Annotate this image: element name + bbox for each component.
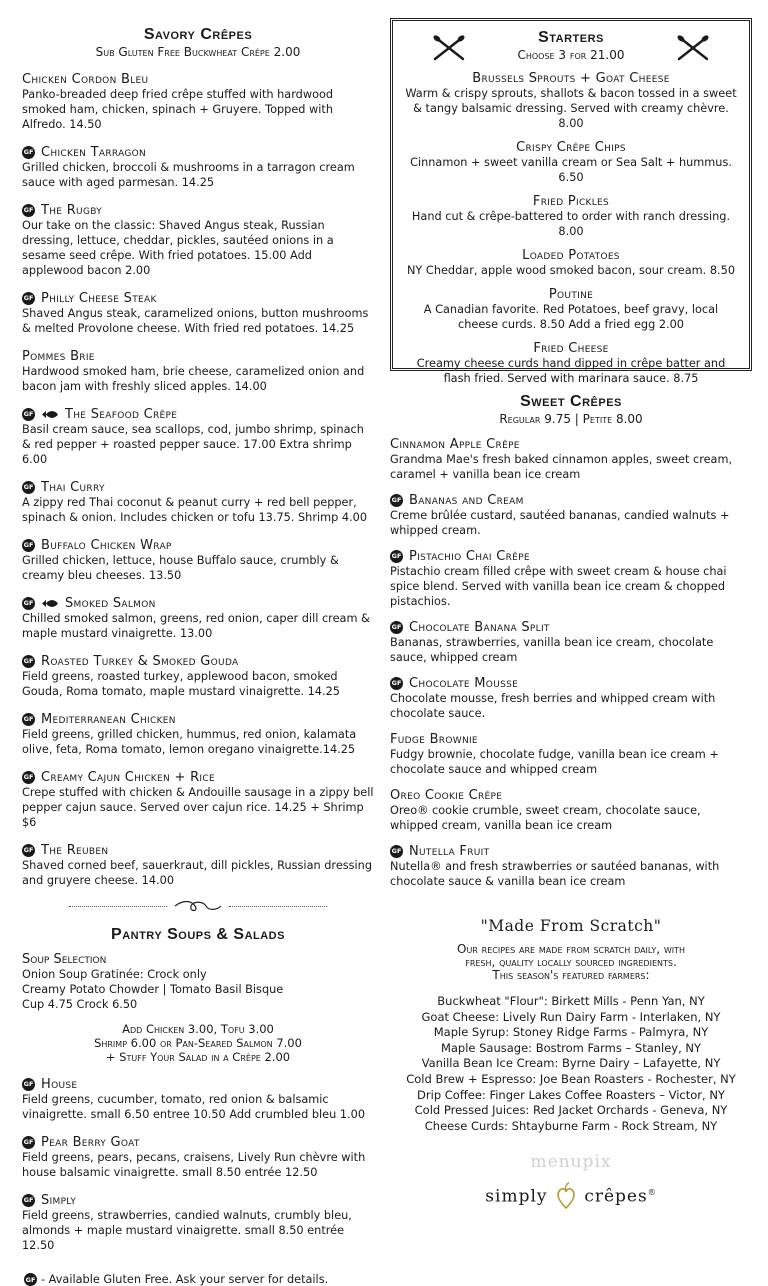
item-title: Fried Pickles xyxy=(532,194,610,209)
item-name xyxy=(390,620,752,635)
item-title: The Seafood Crêpe xyxy=(65,407,178,422)
item-title: Nutella Fruit xyxy=(409,844,490,859)
soup-line: Onion Soup Gratinée: Crock only xyxy=(22,968,207,981)
gluten-free-icon: GF xyxy=(22,292,35,305)
farmer-line: Cold Pressed Juices: Red Jacket Orchards - Geneva, NY xyxy=(414,1103,728,1118)
menu-item xyxy=(390,437,752,482)
item-title: Bananas and Cream xyxy=(409,493,524,508)
made-from-scratch xyxy=(390,917,752,1134)
farmer-line: Vanilla Bean Ice Cream: Byrne Dairy – Lafayette, NY xyxy=(421,1056,721,1071)
gluten-free-footnote xyxy=(24,1273,374,1286)
item-description: Bananas, strawberries, vanilla bean ice cream, chocolate sauce, whipped cream xyxy=(390,636,714,664)
item-name xyxy=(390,549,752,564)
gluten-free-icon: GF xyxy=(390,845,403,858)
item-name xyxy=(22,407,374,422)
menu-item xyxy=(22,480,374,525)
gluten-free-icon: GF xyxy=(22,655,35,668)
item-title: House xyxy=(41,1077,78,1092)
item-title: Brussels Sprouts + Goat Cheese xyxy=(472,71,670,86)
item-title: Pistachio Chai Crêpe xyxy=(409,549,530,564)
logo-word-simply: simply xyxy=(485,1186,548,1207)
menu-item xyxy=(390,493,752,538)
menu-item xyxy=(390,844,752,889)
addon-line: Add Chicken 3.00, Tofu 3.00 xyxy=(122,1022,274,1036)
item-title: The Rugby xyxy=(41,203,103,218)
soup-line: Creamy Potato Chowder | Tomato Basil Bisque xyxy=(22,983,284,996)
farmer-line: Cold Brew + Espresso: Joe Bean Roasters - Rochester, NY xyxy=(406,1071,736,1086)
gluten-free-icon: GF xyxy=(22,713,35,726)
item-title: Cinnamon Apple Crêpe xyxy=(390,437,520,452)
farmer-line: Maple Syrup: Stoney Ridge Farms - Palmyra, NY xyxy=(433,1025,709,1040)
soup-line: Cup 4.75 Crock 6.50 xyxy=(22,998,138,1011)
intro-line: This season's featured farmers: xyxy=(492,968,650,982)
savory-subtitle: Sub Gluten Free Buckwheat Crêpe 2.00 xyxy=(95,45,301,59)
starters-title: Starters xyxy=(538,29,604,46)
soup-heading: Soup Selection xyxy=(22,952,107,967)
item-description: Grandma Mae's fresh baked cinnamon apples, sweet cream, caramel + vanilla bean ice cream xyxy=(390,453,733,481)
salad-list xyxy=(22,1077,374,1253)
fork-knife-icon xyxy=(429,33,469,63)
item-description: Field greens, roasted turkey, applewood bacon, smoked Gouda, Roma tomato, maple mustard vinaigrette. 14.25 xyxy=(22,670,340,698)
gluten-free-icon: GF xyxy=(22,146,35,159)
item-name xyxy=(22,1077,374,1092)
item-name xyxy=(22,480,374,495)
menu-item xyxy=(390,620,752,665)
menu-item xyxy=(22,1135,374,1180)
item-name xyxy=(22,349,374,364)
item-description: Hand cut & crêpe-battered to order with ranch dressing. 8.00 xyxy=(411,210,731,238)
menu-item xyxy=(22,770,374,830)
item-description: Basil cream sauce, sea scallops, cod, jumbo shrimp, spinach & red pepper + roasted pepper sauce. 17.00 Extra shrimp 6.00 xyxy=(22,423,364,466)
item-name xyxy=(22,596,374,611)
pantry-title: Pantry Soups & Salads xyxy=(111,926,285,943)
fish-icon xyxy=(41,410,59,419)
item-name xyxy=(22,538,374,553)
menu-item xyxy=(22,712,374,757)
item-title: Pommes Brie xyxy=(22,349,95,364)
gluten-free-icon: GF xyxy=(24,1273,37,1286)
item-name xyxy=(22,291,374,306)
savory-list xyxy=(22,72,374,888)
item-title: Buffalo Chicken Wrap xyxy=(41,538,172,553)
item-title: Poutine xyxy=(548,287,594,302)
gluten-free-icon: GF xyxy=(390,677,403,690)
item-title: Crispy Crêpe Chips xyxy=(516,140,626,155)
item-name xyxy=(390,676,752,691)
sweet-list xyxy=(390,437,752,889)
menu-item xyxy=(22,1077,374,1122)
starters-list xyxy=(403,71,739,386)
menu-item xyxy=(22,349,374,394)
item-description: Panko-breaded deep fried crêpe stuffed with hardwood smoked ham, chicken, spinach + Gruyere. Topped with Alfredo. 14.50 xyxy=(22,88,334,131)
right-column xyxy=(390,18,752,1222)
divider-flourish xyxy=(22,898,374,914)
gluten-free-icon: GF xyxy=(390,494,403,507)
savory-title: Savory Crêpes xyxy=(143,26,253,43)
item-title: Fudge Brownie xyxy=(390,732,478,747)
item-name xyxy=(403,71,739,86)
item-description: Crepe stuffed with chicken & Andouille sausage in a zippy bell pepper cajun sauce. Served over cajun rice. 14.25 + Shrimp $6 xyxy=(22,786,374,829)
menu-item xyxy=(403,71,739,131)
item-name xyxy=(403,341,739,356)
item-description: Field greens, grilled chicken, hummus, red onion, kalamata olive, feta, Roma tomato, lemon oregano vinaigrette.14.25 xyxy=(22,728,357,756)
addon-line: + Stuff Your Salad in a Crêpe 2.00 xyxy=(105,1050,291,1064)
fish-icon xyxy=(41,599,59,608)
item-name xyxy=(22,203,374,218)
item-title: Chicken Cordon Bleu xyxy=(22,72,149,87)
menu-item xyxy=(22,407,374,467)
gluten-free-icon: GF xyxy=(390,621,403,634)
item-description: Chocolate mousse, fresh berries and whipped cream with chocolate sauce. xyxy=(390,692,716,720)
item-description: Chilled smoked salmon, greens, red onion, caper dill cream & maple mustard vinaigrette. 13.00 xyxy=(22,612,370,640)
item-description: Field greens, cucumber, tomato, red onion & balsamic vinaigrette. small 6.50 entree 10.50 Add crumbled bleu 1.00 xyxy=(22,1093,366,1121)
item-name xyxy=(22,145,374,160)
watermark: menupix xyxy=(530,1152,612,1173)
item-description: Oreo® cookie crumble, sweet cream, chocolate sauce, whipped cream, vanilla bean ice cream xyxy=(390,804,701,832)
item-description: Nutella® and fresh strawberries or sautéed bananas, with chocolate sauce & vanilla bean ice cream xyxy=(390,860,720,888)
gluten-free-icon: GF xyxy=(22,1078,35,1091)
gluten-free-icon: GF xyxy=(22,204,35,217)
flourish-icon xyxy=(173,898,223,914)
gluten-free-icon: GF xyxy=(22,1136,35,1149)
simply-crepes-logo xyxy=(390,1152,752,1222)
item-name xyxy=(22,654,374,669)
farmers-list xyxy=(390,994,752,1134)
heart-leaf-icon xyxy=(554,1182,578,1212)
farmer-line: Drip Coffee: Finger Lakes Coffee Roasters – Victor, NY xyxy=(417,1087,725,1102)
gluten-free-icon: GF xyxy=(22,539,35,552)
gluten-free-icon: GF xyxy=(22,1194,35,1207)
item-name xyxy=(22,1193,374,1208)
item-name xyxy=(22,770,374,785)
item-title: Oreo Cookie Crêpe xyxy=(390,788,503,803)
menu-item xyxy=(403,248,739,278)
item-description: Field greens, strawberries, candied walnuts, crumbly bleu, almonds + maple mustard vinaigrette. small 8.50 entrée 12.50 xyxy=(22,1209,352,1252)
item-name xyxy=(22,712,374,727)
gluten-free-icon: GF xyxy=(22,844,35,857)
registered-mark: ® xyxy=(647,1188,657,1198)
item-name xyxy=(390,493,752,508)
item-name xyxy=(403,194,739,209)
salad-addons xyxy=(22,1022,374,1064)
item-description: A Canadian favorite. Red Potatoes, beef gravy, local cheese curds. 8.50 Add a fried egg 2.00 xyxy=(423,303,719,331)
item-title: Philly Cheese Steak xyxy=(41,291,157,306)
item-description: Shaved Angus steak, caramelized onions, button mushrooms & melted Provolone cheese. With fried red potatoes. 14.25 xyxy=(22,307,369,335)
item-title: Roasted Turkey & Smoked Gouda xyxy=(41,654,239,669)
item-description: Pistachio cream filled crêpe with sweet cream & house chai spice blend. Served with vanilla bean ice cream & chopped pistachios. xyxy=(390,565,727,608)
menu-item xyxy=(22,145,374,190)
item-title: Mediterranean Chicken xyxy=(41,712,176,727)
item-name xyxy=(22,1135,374,1150)
farmer-line: Maple Sausage: Bostrom Farms – Stanley, NY xyxy=(440,1040,702,1055)
item-description: Fudgy brownie, chocolate fudge, vanilla bean ice cream + chocolate sauce and whipped cream xyxy=(390,748,719,776)
left-column xyxy=(22,26,374,1286)
item-name xyxy=(403,287,739,302)
item-description: NY Cheddar, apple wood smoked bacon, sour cream. 8.50 xyxy=(406,264,736,277)
item-name xyxy=(403,248,739,263)
menu-item xyxy=(403,341,739,386)
item-description: A zippy red Thai coconut & peanut curry + red bell pepper, spinach & onion. Includes chicken or tofu 13.75. Shrimp 4.00 xyxy=(22,496,368,524)
sweet-subtitle: Regular 9.75 | Petite 8.00 xyxy=(499,412,643,426)
menu-item xyxy=(403,140,739,185)
item-description: Grilled chicken, lettuce, house Buffalo sauce, crumbly & creamy bleu cheeses. 13.50 xyxy=(22,554,339,582)
item-title: Thai Curry xyxy=(41,480,105,495)
item-title: Chocolate Banana Split xyxy=(409,620,550,635)
logo-text xyxy=(390,1182,752,1212)
menu-item xyxy=(22,843,374,888)
menu-item xyxy=(22,538,374,583)
farmer-line: Cheese Curds: Shtayburne Farm - Rock Stream, NY xyxy=(424,1118,718,1133)
menu-item xyxy=(22,1193,374,1253)
menu-item xyxy=(22,72,374,132)
gluten-free-icon: GF xyxy=(22,481,35,494)
menu-item xyxy=(22,291,374,336)
item-title: Simply xyxy=(41,1193,77,1208)
item-title: Fried Cheese xyxy=(533,341,609,356)
sweet-title: Sweet Crêpes xyxy=(520,393,622,410)
menu-item xyxy=(390,732,752,777)
item-description: Creme brûlée custard, sautéed bananas, candied walnuts + whipped cream. xyxy=(390,509,730,537)
menu-item xyxy=(390,676,752,721)
item-description: Creamy cheese curds hand dipped in crêpe batter and flash fried. Served with marinara sauce. 8.75 xyxy=(416,357,726,385)
item-name xyxy=(22,843,374,858)
gluten-free-icon: GF xyxy=(22,597,35,610)
item-name xyxy=(390,844,752,859)
item-description: Field greens, pears, pecans, craisens, Lively Run chèvre with house balsamic vinaigrette. small 8.50 entrée 12.50 xyxy=(22,1151,366,1179)
starters-box xyxy=(390,18,752,385)
item-name xyxy=(403,140,739,155)
item-name xyxy=(390,437,752,452)
sweet-section xyxy=(390,393,752,889)
scratch-title: "Made From Scratch" xyxy=(480,917,662,935)
item-title: Loaded Potatoes xyxy=(522,248,620,263)
menu-item xyxy=(390,788,752,833)
item-name xyxy=(390,788,752,803)
farmer-line: Goat Cheese: Lively Run Dairy Farm - Interlaken, NY xyxy=(421,1009,721,1024)
menu-item xyxy=(403,287,739,332)
item-description: Cinnamon + sweet vanilla cream or Sea Salt + hummus. 6.50 xyxy=(410,156,732,184)
item-title: Chocolate Mousse xyxy=(409,676,519,691)
menu-item xyxy=(403,194,739,239)
item-description: Our take on the classic: Shaved Angus steak, Russian dressing, lettuce, cheddar, pickles, sautéed onions in a sesame seed crêpe. With fried potatoes. 15.00 Add applewood bacon 2.00 xyxy=(22,219,334,277)
item-title: The Reuben xyxy=(41,843,109,858)
item-description: Warm & crispy sprouts, shallots & bacon tossed in a sweet & tangy balsamic dressing. Served with creamy chèvre. 8.00 xyxy=(405,87,737,130)
item-name xyxy=(22,72,374,87)
item-title: Smoked Salmon xyxy=(65,596,156,611)
intro-line: fresh, quality locally sourced ingredients. xyxy=(465,955,677,969)
item-title: Creamy Cajun Chicken + Rice xyxy=(41,770,215,785)
menu-item xyxy=(390,549,752,609)
menu-item xyxy=(22,654,374,699)
item-title: Chicken Tarragon xyxy=(41,145,147,160)
gluten-free-icon: GF xyxy=(390,550,403,563)
gluten-free-icon: GF xyxy=(22,408,35,421)
menu-item xyxy=(22,596,374,641)
item-description: Shaved corned beef, sauerkraut, dill pickles, Russian dressing and gruyere cheese. 14.00 xyxy=(22,859,373,887)
gluten-free-icon: GF xyxy=(22,771,35,784)
item-name xyxy=(390,732,752,747)
menu-item xyxy=(22,203,374,278)
intro-line: Our recipes are made from scratch daily, with xyxy=(457,942,685,956)
farmer-line: Buckwheat "Flour": Birkett Mills - Penn Yan, NY xyxy=(437,994,705,1008)
scratch-intro xyxy=(390,943,752,982)
starters-subtitle: Choose 3 for 21.00 xyxy=(517,48,625,62)
fork-knife-icon xyxy=(673,33,713,63)
logo-word-crepes: crêpes xyxy=(584,1186,648,1207)
item-description: Grilled chicken, broccoli & mushrooms in a tarragon cream sauce with aged parmesan. 14.25 xyxy=(22,161,355,189)
addon-line: Shrimp 6.00 or Pan-Seared Salmon 7.00 xyxy=(94,1036,302,1050)
footnote-text: - Available Gluten Free. Ask your server for details. xyxy=(41,1273,329,1286)
item-title: Pear Berry Goat xyxy=(41,1135,140,1150)
item-description: Hardwood smoked ham, brie cheese, caramelized onion and bacon jam with freshly sliced apples. 14.00 xyxy=(22,365,365,393)
